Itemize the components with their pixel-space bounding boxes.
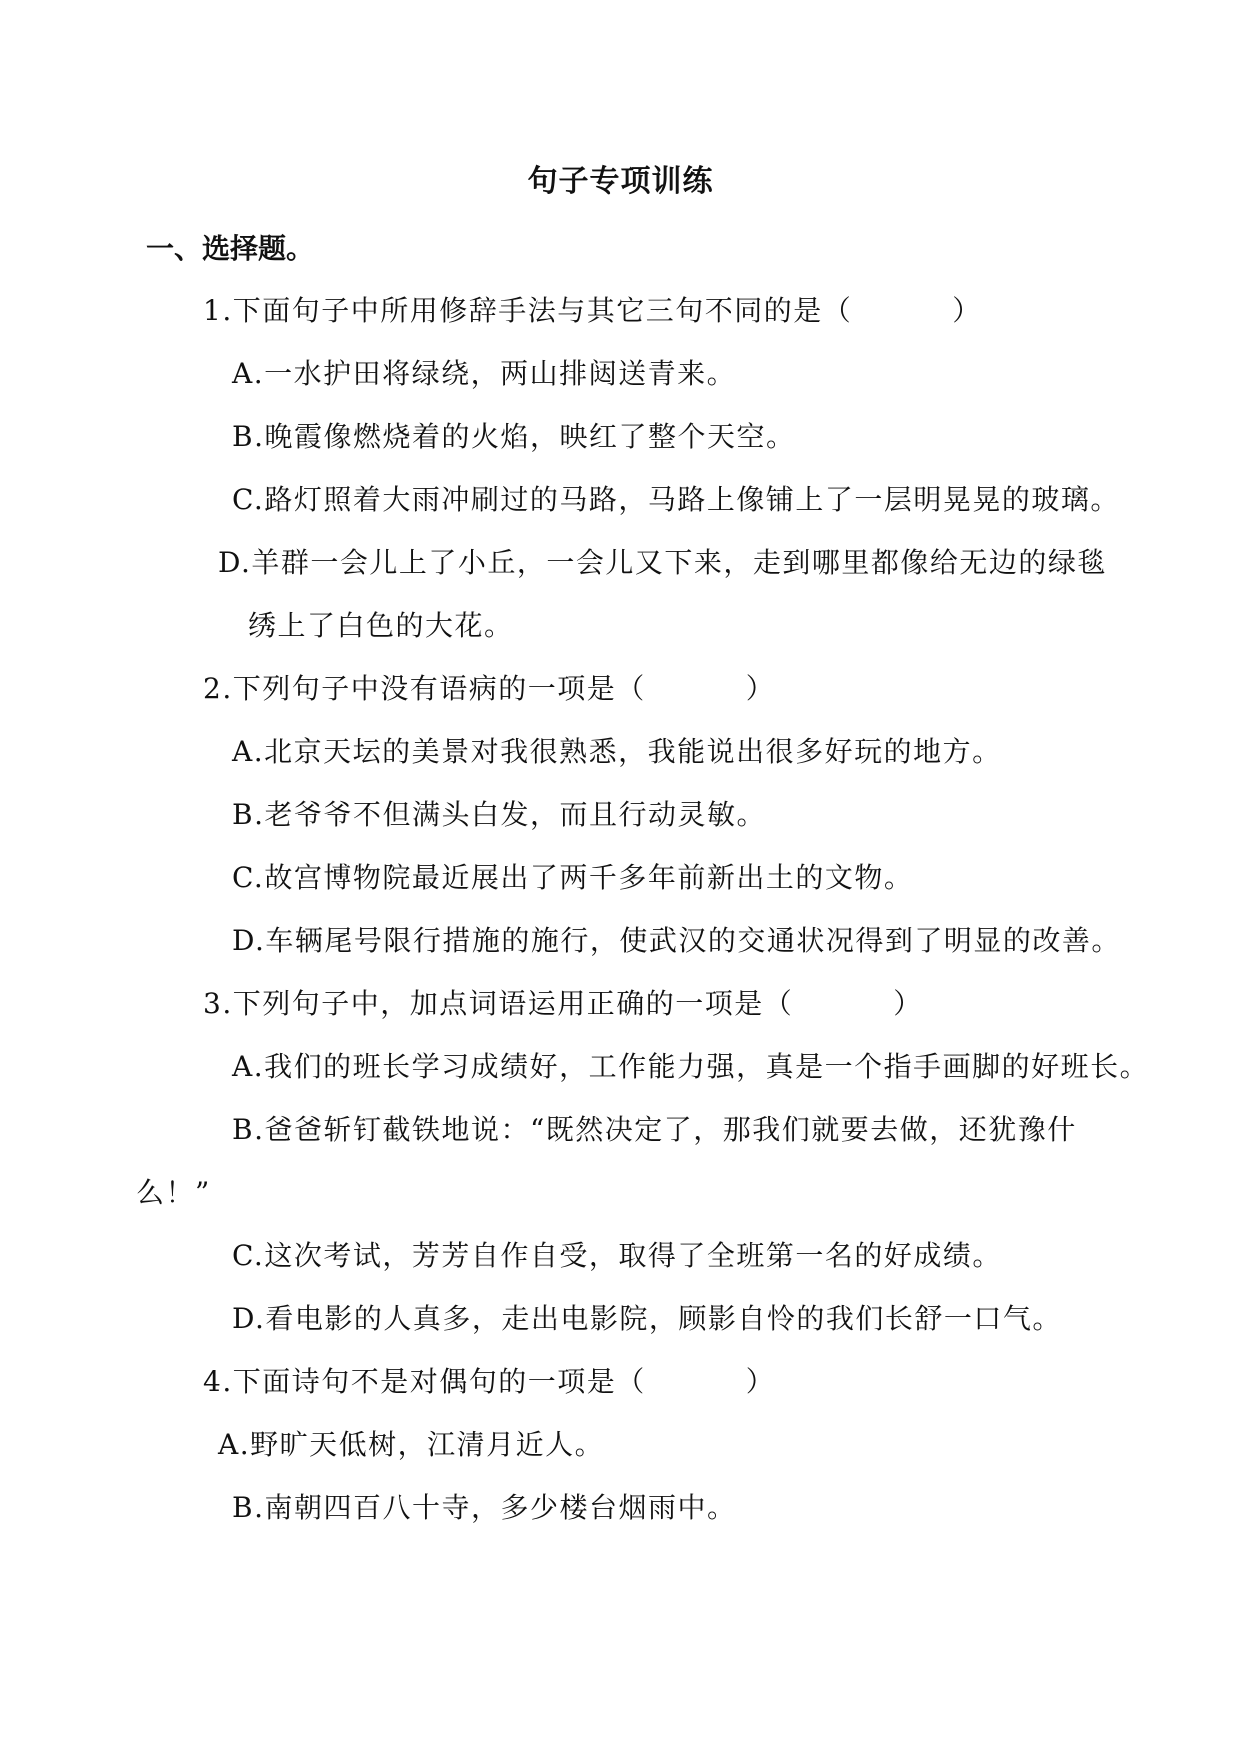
question-stem-text: 3.下列句子中，加点词语运用正确的一项是（ [203, 987, 794, 1020]
question-2-option-d: D.车辆尾号限行措施的施行，使武汉的交通状况得到了明显的改善。 [232, 924, 1121, 957]
question-1-option-b: B.晚霞像燃烧着的火焰，映红了整个天空。 [232, 420, 796, 453]
question-2-option-c: C.故宫博物院最近展出了两千多年前新出土的文物。 [232, 861, 914, 894]
question-4-option-b: B.南朝四百八十寺，多少楼台烟雨中。 [232, 1491, 737, 1524]
question-stem-text: 1.下面句子中所用修辞手法与其它三句不同的是（ [203, 294, 853, 327]
close-paren: ） [745, 1365, 776, 1398]
question-3-option-a: A.我们的班长学习成绩好，工作能力强，真是一个指手画脚的好班长。 [232, 1050, 1150, 1083]
question-1-option-d: D.羊群一会儿上了小丘，一会儿又下来，走到哪里都像给无边的绿毯 [218, 546, 1107, 579]
question-1-stem [203, 293, 982, 329]
question-3-option-b-continued: 么！” [136, 1176, 211, 1209]
question-1-option-c: C.路灯照着大雨冲刷过的马路，马路上像铺上了一层明晃晃的玻璃。 [232, 483, 1120, 516]
question-stem-text: 2.下列句子中没有语病的一项是（ [203, 672, 646, 705]
close-paren: ） [745, 672, 776, 705]
question-stem-text: 4.下面诗句不是对偶句的一项是（ [203, 1365, 646, 1398]
question-3-option-d: D.看电影的人真多，走出电影院，顾影自怜的我们长舒一口气。 [232, 1302, 1062, 1335]
question-3-option-b: B.爸爸斩钉截铁地说：“既然决定了，那我们就要去做，还犹豫什 [232, 1113, 1077, 1146]
question-1-option-a: A.一水护田将绿绕，两山排闼送青来。 [232, 357, 737, 390]
question-3-option-c: C.这次考试，芳芳自作自受，取得了全班第一名的好成绩。 [232, 1239, 1002, 1272]
question-1-option-d-continued: 绣上了白色的大花。 [248, 609, 514, 642]
question-4-option-a: A.野旷天低树，江清月近人。 [218, 1428, 605, 1461]
close-paren: ） [893, 987, 923, 1020]
page-title: 句子专项训练 [527, 164, 714, 199]
close-paren: ） [952, 294, 982, 327]
question-2-option-a: A.北京天坛的美景对我很熟悉，我能说出很多好玩的地方。 [232, 735, 1002, 768]
question-3-stem [203, 986, 923, 1022]
section-heading: 一、选择题。 [146, 232, 315, 265]
question-2-stem [203, 671, 775, 707]
question-4-stem [203, 1364, 775, 1400]
question-2-option-b: B.老爷爷不但满头白发，而且行动灵敏。 [232, 798, 766, 831]
